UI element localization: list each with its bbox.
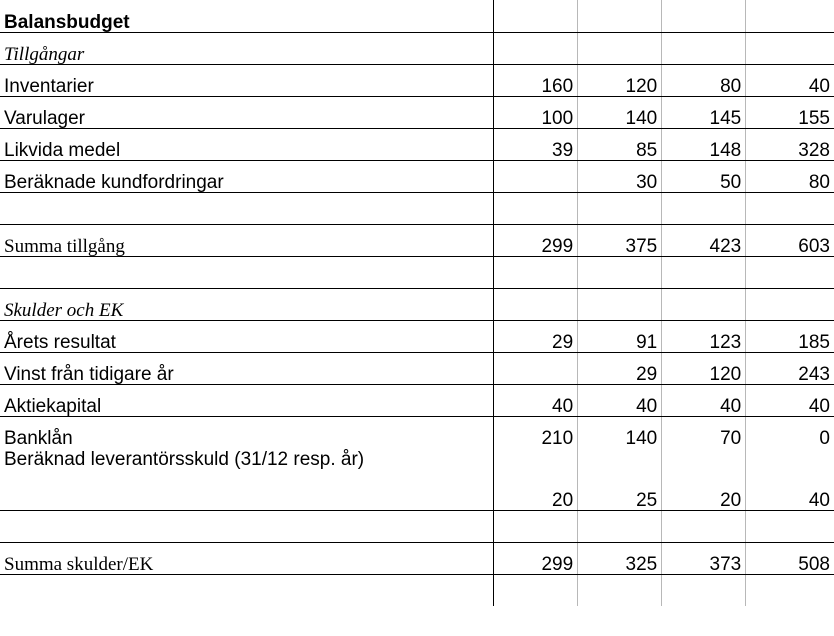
cell-value	[662, 192, 746, 224]
cell-value	[746, 510, 834, 542]
cell-value: 91	[578, 320, 662, 352]
cell-value	[746, 256, 834, 288]
section-heading-assets: Tillgångar	[0, 32, 494, 64]
row-label: Inventarier	[0, 64, 494, 96]
cell-value	[746, 32, 834, 64]
cell-value: 29	[494, 320, 578, 352]
cell-value: 328	[746, 128, 834, 160]
cell-value: 299	[494, 224, 578, 256]
cell-value: 20	[494, 448, 578, 510]
cell-value	[746, 0, 834, 32]
cell-value: 30	[578, 160, 662, 192]
cell-value	[662, 32, 746, 64]
cell-value	[578, 0, 662, 32]
row-label	[0, 510, 494, 542]
cell-value	[494, 256, 578, 288]
table-row	[0, 542, 834, 574]
table-row	[0, 128, 834, 160]
cell-value	[578, 510, 662, 542]
cell-value	[578, 192, 662, 224]
row-label	[0, 256, 494, 288]
cell-value	[494, 32, 578, 64]
cell-value: 40	[746, 448, 834, 510]
cell-value: 25	[578, 448, 662, 510]
cell-value: 29	[578, 352, 662, 384]
table-row	[0, 32, 834, 64]
section-heading-liabilities: Skulder och EK	[0, 288, 494, 320]
table-row	[0, 384, 834, 416]
cell-value: 50	[662, 160, 746, 192]
cell-value: 0	[746, 416, 834, 448]
cell-value: 40	[578, 384, 662, 416]
cell-value	[494, 0, 578, 32]
cell-value: 80	[746, 160, 834, 192]
cell-value: 140	[578, 416, 662, 448]
cell-value: 39	[494, 128, 578, 160]
row-label: Vinst från tidigare år	[0, 352, 494, 384]
cell-value	[746, 288, 834, 320]
table-row	[0, 96, 834, 128]
table-row	[0, 0, 834, 32]
cell-value: 140	[578, 96, 662, 128]
cell-value: 423	[662, 224, 746, 256]
row-label	[0, 574, 494, 606]
cell-value	[662, 510, 746, 542]
cell-value	[494, 288, 578, 320]
cell-value	[494, 574, 578, 606]
row-label-total-assets: Summa tillgång	[0, 224, 494, 256]
cell-value: 100	[494, 96, 578, 128]
table-row	[0, 416, 834, 448]
cell-value	[662, 288, 746, 320]
cell-value: 210	[494, 416, 578, 448]
row-label: Årets resultat	[0, 320, 494, 352]
table-row	[0, 256, 834, 288]
row-label: Likvida medel	[0, 128, 494, 160]
cell-value: 155	[746, 96, 834, 128]
cell-value	[578, 288, 662, 320]
table-row	[0, 288, 834, 320]
cell-value	[662, 256, 746, 288]
cell-value: 373	[662, 542, 746, 574]
table-row	[0, 320, 834, 352]
cell-value: 123	[662, 320, 746, 352]
row-label-total-liabilities: Summa skulder/EK	[0, 542, 494, 574]
cell-value: 40	[494, 384, 578, 416]
cell-value: 160	[494, 64, 578, 96]
row-label: Banklån	[4, 428, 73, 448]
cell-value: 70	[662, 416, 746, 448]
cell-value	[494, 352, 578, 384]
row-label: Aktiekapital	[0, 384, 494, 416]
cell-value: 120	[662, 352, 746, 384]
cell-value: 508	[746, 542, 834, 574]
cell-value	[578, 32, 662, 64]
table-row	[0, 224, 834, 256]
cell-value	[494, 510, 578, 542]
cell-value: 299	[494, 542, 578, 574]
cell-value	[494, 192, 578, 224]
cell-value: 40	[662, 384, 746, 416]
table-row	[0, 192, 834, 224]
table-row	[0, 448, 834, 510]
cell-value: 325	[578, 542, 662, 574]
cell-value	[662, 574, 746, 606]
table-row	[0, 160, 834, 192]
cell-value: 603	[746, 224, 834, 256]
cell-value	[494, 160, 578, 192]
cell-value: 20	[662, 448, 746, 510]
cell-value: 375	[578, 224, 662, 256]
cell-value: 80	[662, 64, 746, 96]
page-title: Balansbudget	[0, 0, 494, 32]
cell-value: 40	[746, 384, 834, 416]
cell-value: 243	[746, 352, 834, 384]
row-label: Beräknade kundfordringar	[0, 160, 494, 192]
cell-value	[578, 574, 662, 606]
row-label-supplier-debt: Beräknad leverantörsskuld (31/12 resp. år)	[0, 448, 494, 510]
cell-value: 185	[746, 320, 834, 352]
cell-value	[578, 256, 662, 288]
cell-value	[746, 192, 834, 224]
cell-value	[662, 0, 746, 32]
row-label: Varulager	[0, 96, 494, 128]
table-row	[0, 510, 834, 542]
row-label	[0, 192, 494, 224]
cell-value: 145	[662, 96, 746, 128]
cell-value: 120	[578, 64, 662, 96]
table-row	[0, 352, 834, 384]
cell-value	[746, 574, 834, 606]
table-row	[0, 64, 834, 96]
cell-value: 148	[662, 128, 746, 160]
cell-value: 85	[578, 128, 662, 160]
table-row	[0, 574, 834, 606]
cell-value: 40	[746, 64, 834, 96]
